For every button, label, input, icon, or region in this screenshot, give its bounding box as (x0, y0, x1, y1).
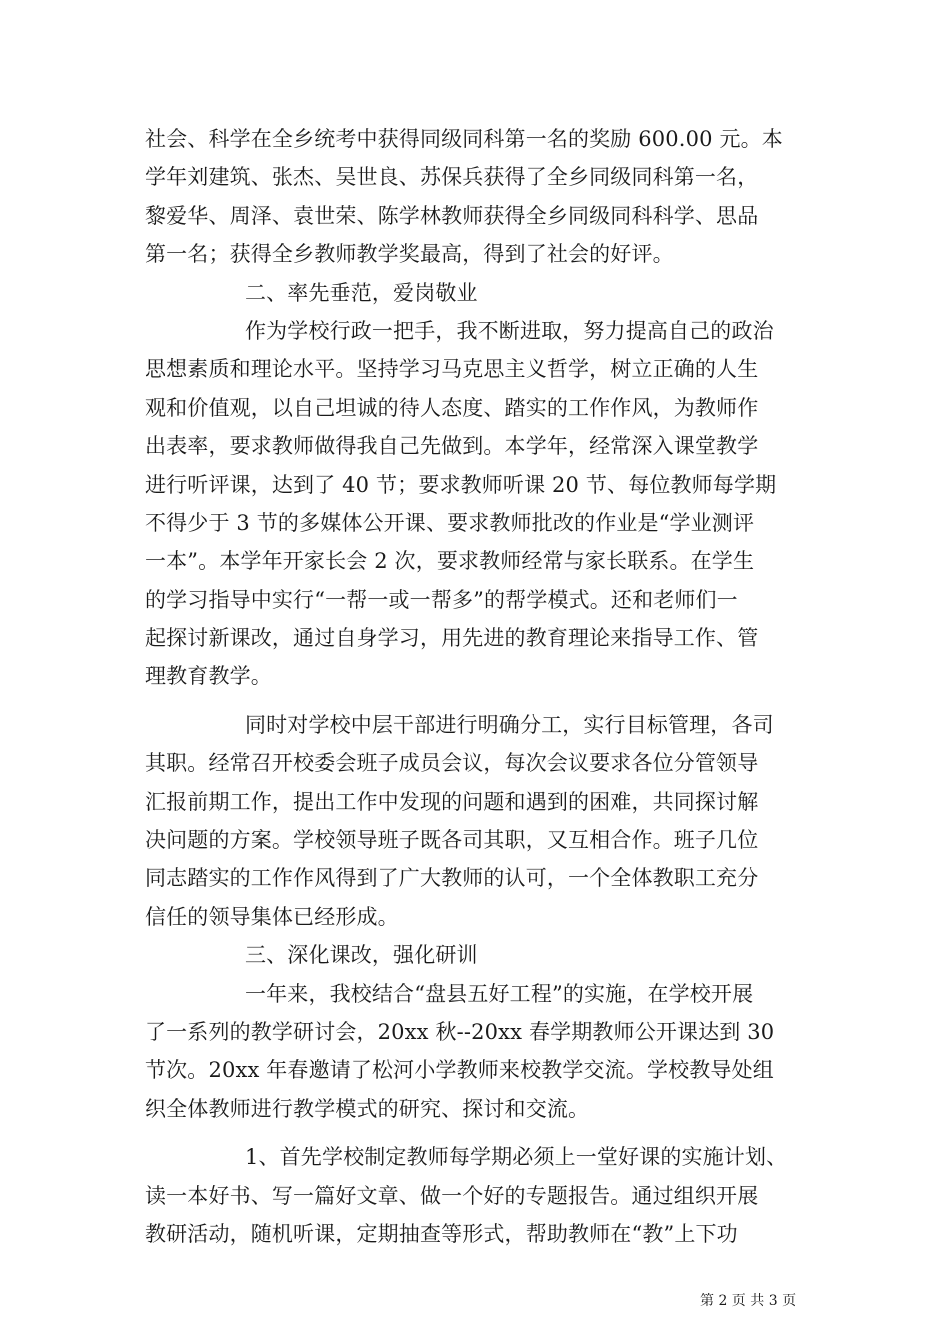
section-heading-3 (145, 936, 810, 974)
text-line: 理教育教学。 (145, 664, 272, 689)
text-line: 一年来，我校结合“盘县五好工程”的实施，在学校开展 (245, 981, 754, 1006)
text-line: 社会、科学在全乡统考中获得同级同科第一名的奖励 600.00 元。本 (145, 127, 783, 151)
section-heading-text: 二、率先垂范，爱岗敬业 (245, 280, 478, 305)
paragraph-plan (145, 1138, 810, 1253)
text-line: 决问题的方案。学校领导班子既各司其职，又互相合作。班子几位 (145, 828, 759, 853)
paragraph-leadership (145, 312, 810, 696)
text-line: 同时对学校中层干部进行明确分工，实行目标管理，各司 (245, 712, 774, 737)
page-number-footer: 第 2 页 共 3 页 (700, 1293, 797, 1309)
text-line: 其职。经常召开校委会班子成员会议，每次会议要求各位分管领导 (145, 751, 759, 776)
text-line: 教研活动，随机听课，定期抽查等形式，帮助教师在“教”上下功 (145, 1221, 738, 1246)
text-line: 进行听评课，达到了 40 节；要求教师听课 20 节、每位教师每学期 (145, 472, 777, 497)
paragraph-spacer (145, 1128, 810, 1138)
text-line: 起探讨新课改，通过自身学习，用先进的教育理论来指导工作、管 (145, 626, 759, 651)
text-line: 汇报前期工作，提出工作中发现的问题和遇到的困难，共同探讨解 (145, 789, 759, 814)
text-line: 第一名；获得全乡教师教学奖最高，得到了社会的好评。 (145, 242, 674, 267)
text-line: 读一本好书、写一篇好文章、做一个好的专题报告。通过组织开展 (145, 1183, 759, 1208)
text-line: 学年刘建筑、张杰、吴世良、苏保兵获得了全乡同级同科第一名， (145, 165, 759, 190)
text-line: 的学习指导中实行“一帮一或一帮多”的帮学模式。还和老师们一 (145, 587, 738, 612)
paragraph-spacer (145, 696, 810, 706)
paragraph-management (145, 706, 810, 936)
text-line: 节次。20xx 年春邀请了松河小学教师来校教学交流。学校教导处组 (145, 1058, 774, 1083)
text-line: 出表率，要求教师做得我自己先做到。本学年，经常深入课堂教学 (145, 434, 759, 459)
document-body (145, 120, 810, 1253)
paragraph-awards (145, 120, 810, 274)
text-line: 织全体教师进行教学模式的研究、探讨和交流。 (145, 1096, 590, 1121)
text-line: 了一系列的教学研讨会，20xx 秋--20xx 春学期教师公开课达到 30 (145, 1019, 775, 1044)
text-line: 作为学校行政一把手，我不断进取，努力提高自己的政治 (245, 318, 774, 343)
section-heading-text: 三、深化课改，强化研训 (245, 943, 478, 968)
text-line: 信任的领导集体已经形成。 (145, 904, 399, 929)
paragraph-research (145, 975, 810, 1129)
text-line: 思想素质和理论水平。坚持学习马克思主义哲学，树立正确的人生 (145, 357, 759, 382)
text-line: 不得少于 3 节的多媒体公开课、要求教师批改的作业是“学业测评 (145, 510, 755, 535)
text-line: 一本”。本学年开家长会 2 次，要求教师经常与家长联系。在学生 (145, 549, 755, 574)
section-heading-2 (145, 274, 810, 312)
text-line: 黎爱华、周泽、袁世荣、陈学林教师获得全乡同级同科科学、思品 (145, 203, 759, 228)
text-line: 1、首先学校制定教师每学期必须上一堂好课的实施计划、 (245, 1145, 788, 1170)
text-line: 同志踏实的工作作风得到了广大教师的认可，一个全体教职工充分 (145, 866, 759, 891)
text-line: 观和价值观，以自己坦诚的待人态度、踏实的工作作风，为教师作 (145, 395, 759, 420)
